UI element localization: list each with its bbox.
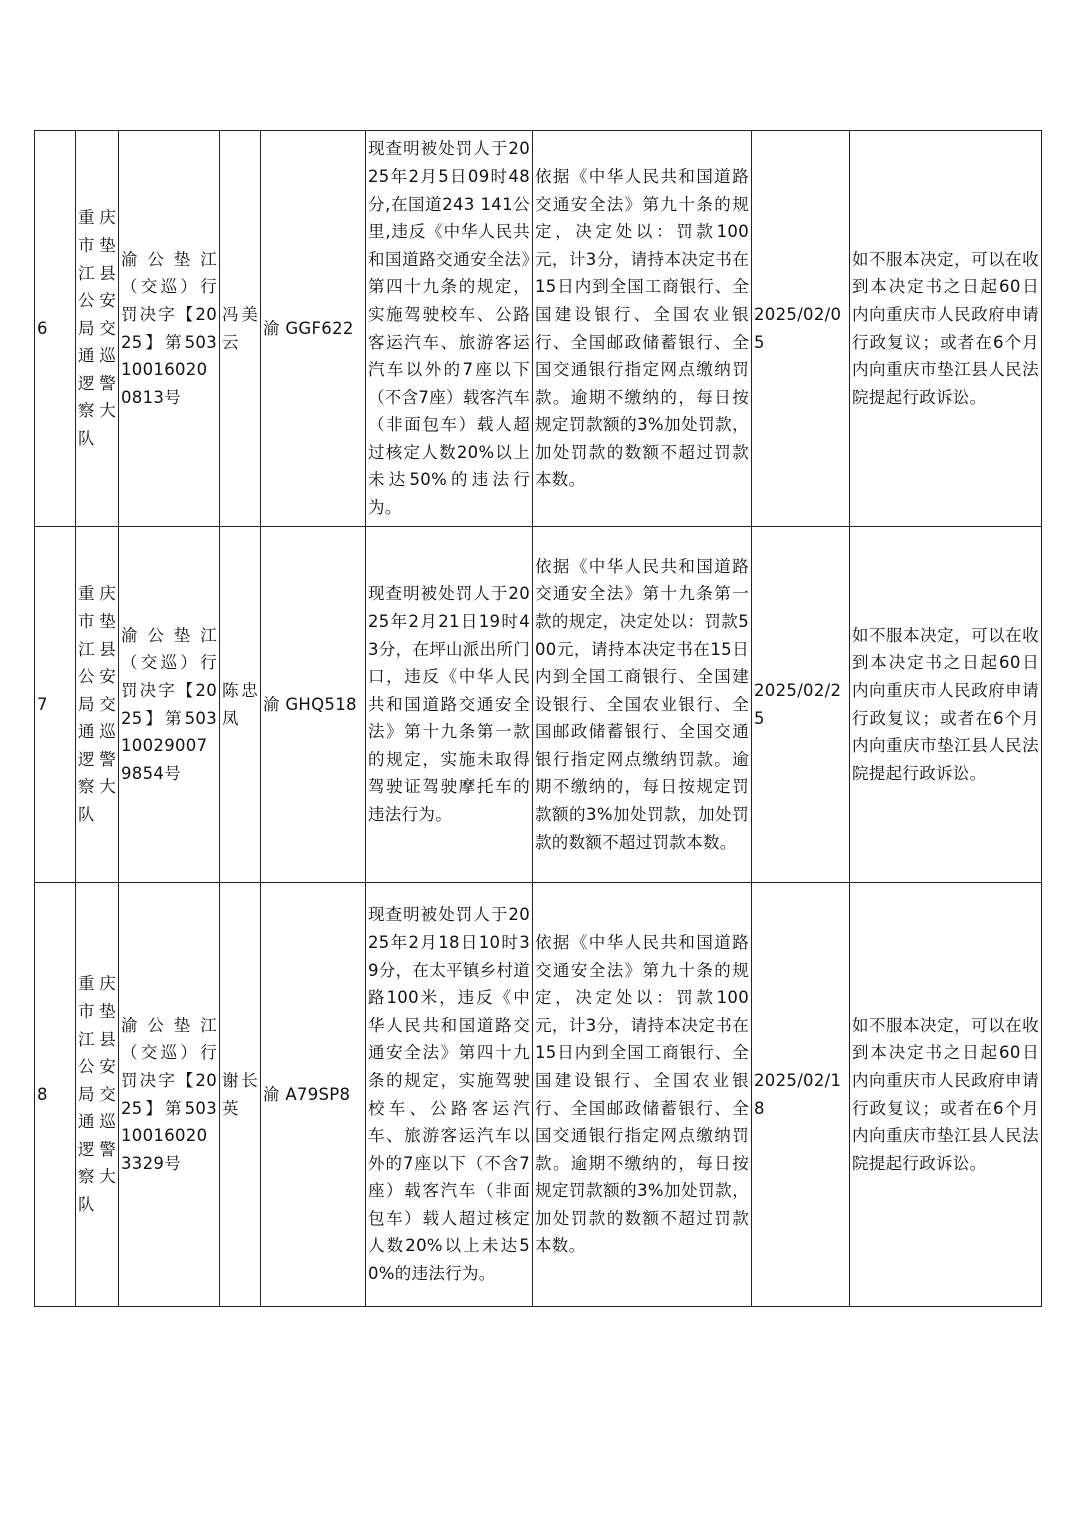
person-name-cell: 冯美云 xyxy=(220,131,261,527)
plate-number-cell: 渝 GHQ518 xyxy=(261,527,366,883)
person-name-cell: 陈忠凤 xyxy=(220,527,261,883)
penalty-decision-cell: 依据《中华人民共和国道路交通安全法》第九十条的规定，决定处以：罚款100元，计3分，请持本决定书在15日内到全国工商银行、全国建设银行、全国农业银行、全国邮政储蓄银行、全国交通银行指定网点缴纳罚款。逾期不缴纳的，每日按规定罚款额的3%加处罚款，加处罚款的数额不超过罚款本数。 xyxy=(533,883,752,1307)
decision-date-cell: 2025/02/05 xyxy=(752,131,850,527)
agency-cell: 重庆市垫江县公安局交通巡逻警察大队 xyxy=(76,131,119,527)
table-row xyxy=(35,131,1042,527)
violation-facts-cell: 现查明被处罚人于2025年2月21日19时43分，在坪山派出所门口，违反《中华人民共和国道路交通安全法》第十九条第一款的规定，实施未取得驾驶证驾驶摩托车的违法行为。 xyxy=(366,527,533,883)
remedy-cell: 如不服本决定，可以在收到本决定书之日起60日内向重庆市人民政府申请行政复议；或者在6个月内向重庆市垫江县人民法院提起行政诉讼。 xyxy=(850,527,1042,883)
agency-cell: 重庆市垫江县公安局交通巡逻警察大队 xyxy=(76,883,119,1307)
plate-number-cell: 渝 A79SP8 xyxy=(261,883,366,1307)
document-number-cell: 渝公垫江（交巡）行罚决字【2025】第503100160203329号 xyxy=(119,883,220,1307)
violation-facts-cell: 现查明被处罚人于2025年2月5日09时48分,在国道243 141公里,违反《中华人民共和国道路交通安全法》第四十九条的规定，实施驾驶校车、公路客运汽车、旅游客运汽车以外的7座以下（不含7座）载客汽车（非面包车）载人超过核定人数20%以上未达50%的违法行为。 xyxy=(366,131,533,527)
record-index: 8 xyxy=(35,883,76,1307)
document-number-cell: 渝公垫江（交巡）行罚决字【2025】第503100290079854号 xyxy=(119,527,220,883)
penalty-decision-cell: 依据《中华人民共和国道路交通安全法》第九十条的规定，决定处以：罚款100元，计3分，请持本决定书在15日内到全国工商银行、全国建设银行、全国农业银行、全国邮政储蓄银行、全国交通银行指定网点缴纳罚款。逾期不缴纳的，每日按规定罚款额的3%加处罚款，加处罚款的数额不超过罚款本数。 xyxy=(533,131,752,527)
remedy-cell: 如不服本决定，可以在收到本决定书之日起60日内向重庆市人民政府申请行政复议；或者在6个月内向重庆市垫江县人民法院提起行政诉讼。 xyxy=(850,131,1042,527)
penalty-decision-cell: 依据《中华人民共和国道路交通安全法》第十九条第一款的规定，决定处以：罚款500元，请持本决定书在15日内到全国工商银行、全国建设银行、全国农业银行、全国邮政储蓄银行、全国交通银行指定网点缴纳罚款。逾期不缴纳的，每日按规定罚款额的3%加处罚款，加处罚款的数额不超过罚款本数。 xyxy=(533,527,752,883)
agency-cell: 重庆市垫江县公安局交通巡逻警察大队 xyxy=(76,527,119,883)
decision-date-cell: 2025/02/25 xyxy=(752,527,850,883)
document-number-cell: 渝公垫江（交巡）行罚决字【2025】第503100160200813号 xyxy=(119,131,220,527)
table-row xyxy=(35,527,1042,883)
record-index: 6 xyxy=(35,131,76,527)
penalty-records-table xyxy=(34,130,1042,1307)
violation-facts-cell: 现查明被处罚人于2025年2月18日10时39分，在太平镇乡村道路100米，违反《中华人民共和国道路交通安全法》第四十九条的规定，实施驾驶校车、公路客运汽车、旅游客运汽车以外的7座以下（不含7座）载客汽车（非面包车）载人超过核定人数20%以上未达50%的违法行为。 xyxy=(366,883,533,1307)
decision-date-cell: 2025/02/18 xyxy=(752,883,850,1307)
table-row xyxy=(35,883,1042,1307)
remedy-cell: 如不服本决定，可以在收到本决定书之日起60日内向重庆市人民政府申请行政复议；或者在6个月内向重庆市垫江县人民法院提起行政诉讼。 xyxy=(850,883,1042,1307)
plate-number-cell: 渝 GGF622 xyxy=(261,131,366,527)
record-index: 7 xyxy=(35,527,76,883)
person-name-cell: 谢长英 xyxy=(220,883,261,1307)
